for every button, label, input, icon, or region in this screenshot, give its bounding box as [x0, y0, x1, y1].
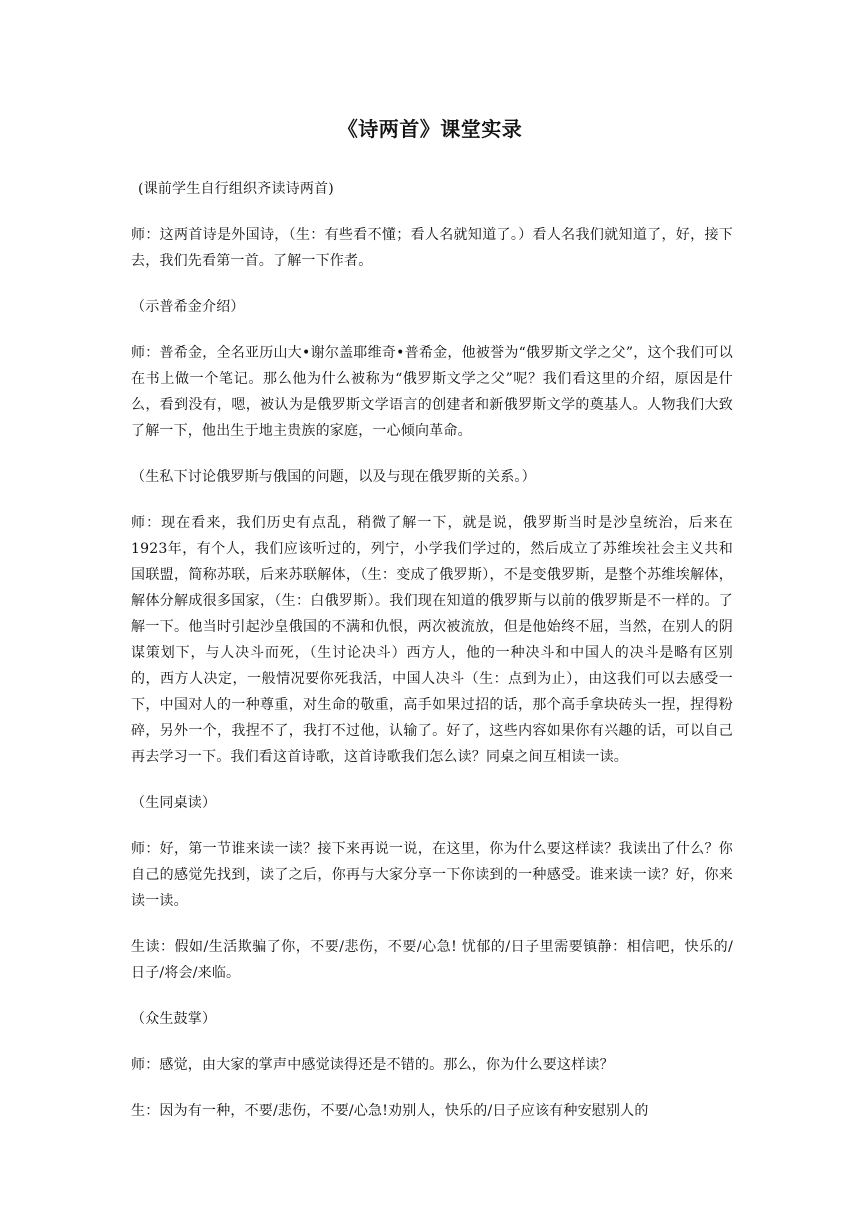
- paragraph-history-explanation: 师：现在看来，我们历史有点乱，稍微了解一下，就是说，俄罗斯当时是沙皇统治，后来在1923年，有个人，我们应该听过的，列宁，小学我们学过的，然后成立了苏维埃社会主义共和国联盟，简称苏联，后来苏联解体，（生：变成了俄罗斯），不是变俄罗斯，是整个苏维埃解体，解体分解成很多国家，（生：白俄罗斯）。我们现在知道的俄罗斯与以前的俄罗斯是不一样的。了解一下。他当时引起沙皇俄国的不满和仇恨，两次被流放，但是他始终不屈，当然，在别人的阴谋策划下，与人决斗而死，（生讨论决斗）西方人，他的一种决斗和中国人的决斗是略有区别的，西方人决定，一般情况要你死我活，中国人决斗（生：点到为止），由这我们可以去感受一下，中国对人的一种尊重，对生命的敬重，高手如果过招的话，那个高手拿块砖头一捏，捏得粉碎，另外一个，我捏不了，我打不过他，认输了。好了，这些内容如果你有兴趣的话，可以自己再去学习一下。我们看这首诗歌，这首诗歌我们怎么读？同桌之间互相读一读。: [131, 515, 733, 765]
- paragraph-preclass-note: (课前学生自行组织齐读诗两首): [138, 181, 334, 197]
- paragraph-show-pushkin: （示普希金介绍）: [131, 299, 245, 315]
- paragraph-applause: （众生鼓掌）: [131, 1011, 217, 1027]
- paragraph-teacher-intro: 师：这两首诗是外国诗，（生：有些看不懂；看人名就知道了。）看人名我们就知道了，好，接下去，我们先看第一首。了解一下作者。: [131, 227, 733, 269]
- paragraph-pushkin-intro: 师：普希金，全名亚历山大•谢尔盖耶维奇•普希金，他被誉为“俄罗斯文学之父”，这个我们可以在书上做一个笔记。那么他为什么被称为“俄罗斯文学之父”呢？我们看这里的介绍，原因是什么，看到没有，嗯，被认为是俄罗斯文学语言的创建者和新俄罗斯文学的奠基人。人物我们大致了解一下，他出生于地主贵族的家庭，一心倾向革命。: [131, 345, 733, 439]
- page-title: 《诗两首》课堂实录: [337, 117, 523, 141]
- paragraph-student-reading: 生读：假如/生活欺骗了你，不要/悲伤，不要/心急! 忧郁的/日子里需要镇静：相信吧，快乐的/日子/将会/来临。: [131, 939, 733, 981]
- document-body: [131, 176, 733, 1144]
- paragraph-student-discussion: （生私下讨论俄罗斯与俄国的问题，以及与现在俄罗斯的关系。）: [131, 469, 536, 485]
- paragraph-pair-reading: （生同桌读）: [131, 795, 217, 811]
- paragraph-first-stanza-prompt: 师：好，第一节谁来读一读？接下来再说一说，在这里，你为什么要这样读？我读出了什么？你自己的感觉先找到，读了之后，你再与大家分享一下你读到的一种感受。谁来读一读？好，你来读一读。: [131, 841, 733, 909]
- paragraph-student-answer: 生：因为有一种，不要/悲伤，不要/心急!劝别人，快乐的/日子应该有种安慰别人的: [131, 1103, 649, 1119]
- paragraph-teacher-question: 师：感觉，由大家的掌声中感觉读得还是不错的。那么，你为什么要这样读？: [131, 1057, 614, 1073]
